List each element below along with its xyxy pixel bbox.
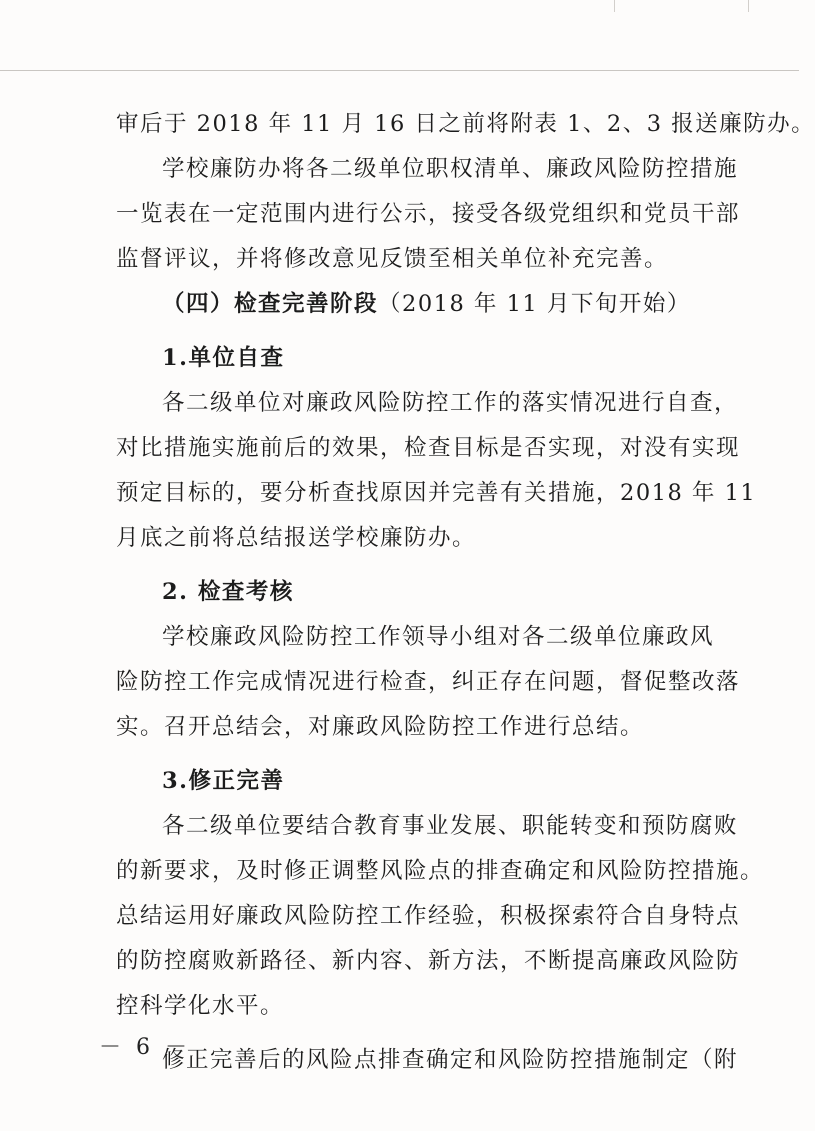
paragraph-line: 预定目标的，要分析查找原因并完善有关措施，2018 年 11 [116, 480, 757, 506]
subsection-heading-inspection: 2. 检查考核 [162, 579, 294, 605]
paragraph-line: 各二级单位要结合教育事业发展、职能转变和预防腐败 [162, 813, 739, 839]
paragraph-intro-line: 审后于 2018 年 11 月 16 日之前将附表 1、2、3 报送廉防办。 [116, 111, 815, 137]
paragraph-line: 对比措施实施前后的效果，检查目标是否实现，对没有实现 [116, 435, 741, 461]
paragraph-line: 学校廉政风险防控工作领导小组对各二级单位廉政风 [162, 624, 715, 650]
scan-edge-mark [614, 0, 615, 12]
page-top-rule [0, 70, 799, 71]
paragraph-line: 实。召开总结会，对廉政风险防控工作进行总结。 [116, 714, 645, 740]
section-heading [116, 282, 696, 327]
scan-edge-mark [748, 0, 749, 12]
paragraph-line: 险防控工作完成情况进行检查，纠正存在问题，督促整改落 [116, 669, 741, 695]
page-number: － 6 － [99, 1035, 191, 1060]
paragraph-publicity-line: 监督评议，并将修改意见反馈至相关单位补充完善。 [116, 246, 669, 272]
paragraph-line: 控科学化水平。 [116, 993, 285, 1019]
document-body [116, 102, 815, 1083]
paragraph-publicity-line: 学校廉防办将各二级单位职权清单、廉政风险防控措施 [162, 156, 739, 182]
subsection-heading-revision: 3.修正完善 [162, 768, 285, 794]
subsection-heading-self-check: 1.单位自查 [162, 345, 285, 371]
paragraph-line: 各二级单位对廉政风险防控工作的落实情况进行自查， [162, 390, 739, 416]
paragraph-line: 总结运用好廉政风险防控工作经验，积极探索符合自身特点 [116, 903, 741, 929]
paragraph-final-line: 修正完善后的风险点排查确定和风险防控措施制定（附 [162, 1047, 739, 1073]
section-heading-note: （2018 年 11 月下旬开始） [378, 291, 691, 317]
paragraph-line: 的防控腐败新路径、新内容、新方法，不断提高廉政风险防 [116, 948, 741, 974]
paragraph-line: 月底之前将总结报送学校廉防办。 [116, 525, 477, 551]
section-heading-title: （四）检查完善阶段 [162, 291, 379, 317]
paragraph-publicity-line: 一览表在一定范围内进行公示，接受各级党组织和党员干部 [116, 201, 741, 227]
paragraph-line: 的新要求，及时修正调整风险点的排查确定和风险防控措施。 [116, 858, 765, 884]
